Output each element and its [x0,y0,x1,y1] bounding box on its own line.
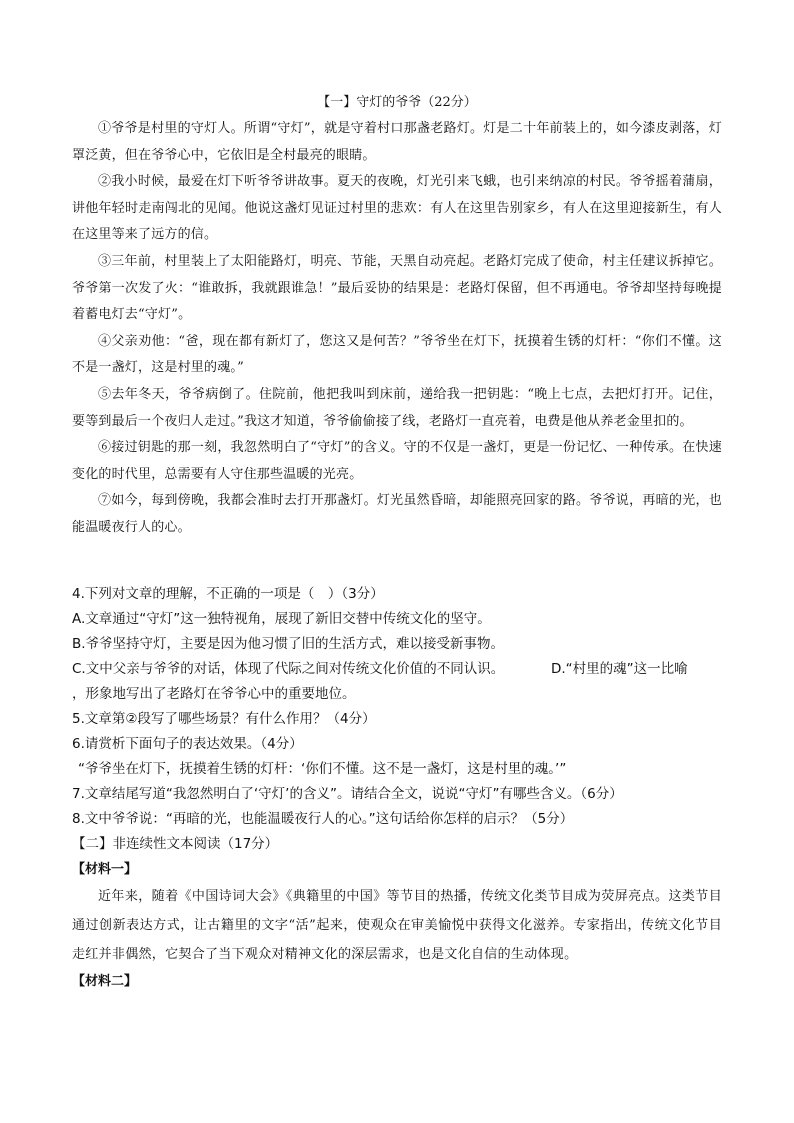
questions-block [72,582,722,994]
question-8: 8.文中爷爷说：“再暗的光，也能温暖夜行人的心。”这句话给你怎样的启示？（5分） [72,811,574,827]
question-4-option-c: C.文中父亲与爷爷的对话，体现了代际之间对传统文化价值的不同认识。 [72,661,505,677]
question-4-option-d: D.“村里的魂”这一比喻 [551,661,688,677]
question-4-option-a: A.文章通过“守灯”这一独特视角，展现了新旧交替中传统文化的坚守。 [72,611,491,627]
question-4-stem: 4.下列对文章的理解，不正确的一项是（ ）（3分） [72,586,384,602]
material-1-text: 近年来，随着《中国诗词大会》《典籍里的中国》等节目的热播，传统文化类节目成为荧屏亮点。这类节目通过创新表达方式，让古籍里的文字“活”起来，使观众在审美愉悦中获得文化滋养。专家指出，传统文化节目走红并非偶然，它契合了当下观众对精神文化的深层需求，也是文化自信的生动体现。 [72,889,722,962]
question-6-quote: “爷爷坐在灯下，抚摸着生锈的灯杆：‘你们不懂。这不是一盏灯，这是村里的魂。’” [78,761,567,777]
paragraph-7: ⑦如今，每到傍晚，我都会准时去打开那盏灯。灯光虽然昏暗，却能照亮回家的路。爷爷说，再暗的光，也能温暖夜行人的心。 [72,493,722,535]
question-5: 5.文章第②段写了哪些场景？有什么作用？（4分） [72,711,376,727]
material-2-label: 【材料二】 [72,974,138,989]
question-4-row-cd [72,657,722,682]
paragraph-2: ②我小时候，最爱在灯下听爷爷讲故事。夏天的夜晚，灯光引来飞蛾，也引来纳凉的村民。爷爷摇着蒲扇，讲他年轻时走南闯北的见闻。他说这盏灯见证过村里的悲欢：有人在这里告别家乡，有人在这里迎接新生，有人在这里等来了远方的信。 [72,174,722,243]
paragraph-1: ①爷爷是村里的守灯人。所谓“守灯”，就是守着村口那盏老路灯。灯是二十年前装上的，如今漆皮剥落，灯罩泛黄，但在爷爷心中，它依旧是全村最亮的眼睛。 [72,121,722,163]
section1-title: 【一】守灯的爷爷（22分） [317,95,477,110]
paragraph-5: ⑤去年冬天，爷爷病倒了。住院前，他把我叫到床前，递给我一把钥匙：“晚上七点，去把灯打开。记住，要等到最后一个夜归人走过。”我这才知道，爷爷偷偷接了线，老路灯一直亮着，电费是他从养老金里扣的。 [72,386,722,429]
question-4-option-d-continued: ，形象地写出了老路灯在爷爷心中的重要地位。 [72,686,356,702]
paragraph-4: ④父亲劝他：“爸，现在都有新灯了，您这又是何苦？”爷爷坐在灯下，抚摸着生锈的灯杆：“你们不懂。这不是一盏灯，这是村里的魂。” [72,333,722,376]
question-4-option-b: B.爷爷坚持守灯，主要是因为他习惯了旧的生活方式，难以接受新事物。 [72,636,505,652]
question-7: 7.文章结尾写道“我忽然明白了‘守灯’的含义”。请结合全文，说说“守灯”有哪些含义。（6分） [72,786,623,802]
story-passage [72,116,722,542]
paragraph-6: ⑥接过钥匙的那一刻，我忽然明白了“守灯”的含义。守的不仅是一盏灯，更是一份记忆、一种传承。在快速变化的时代里，总需要有人守住那些温暖的光亮。 [72,440,722,482]
material-1-label: 【材料一】 [72,862,138,877]
paragraph-3: ③三年前，村里装上了太阳能路灯，明亮、节能，天黑自动亮起。老路灯完成了使命，村主任建议拆掉它。爷爷第一次发了火：“谁敢拆，我就跟谁急！”最后妥协的结果是：老路灯保留，但不再通电。爷爷却坚持每晚提着蓄电灯去“守灯”。 [72,253,722,323]
section2-title: 【二】非连续性文本阅读（17分） [72,836,279,852]
question-6: 6.请赏析下面句子的表达效果。（4分） [72,736,303,752]
